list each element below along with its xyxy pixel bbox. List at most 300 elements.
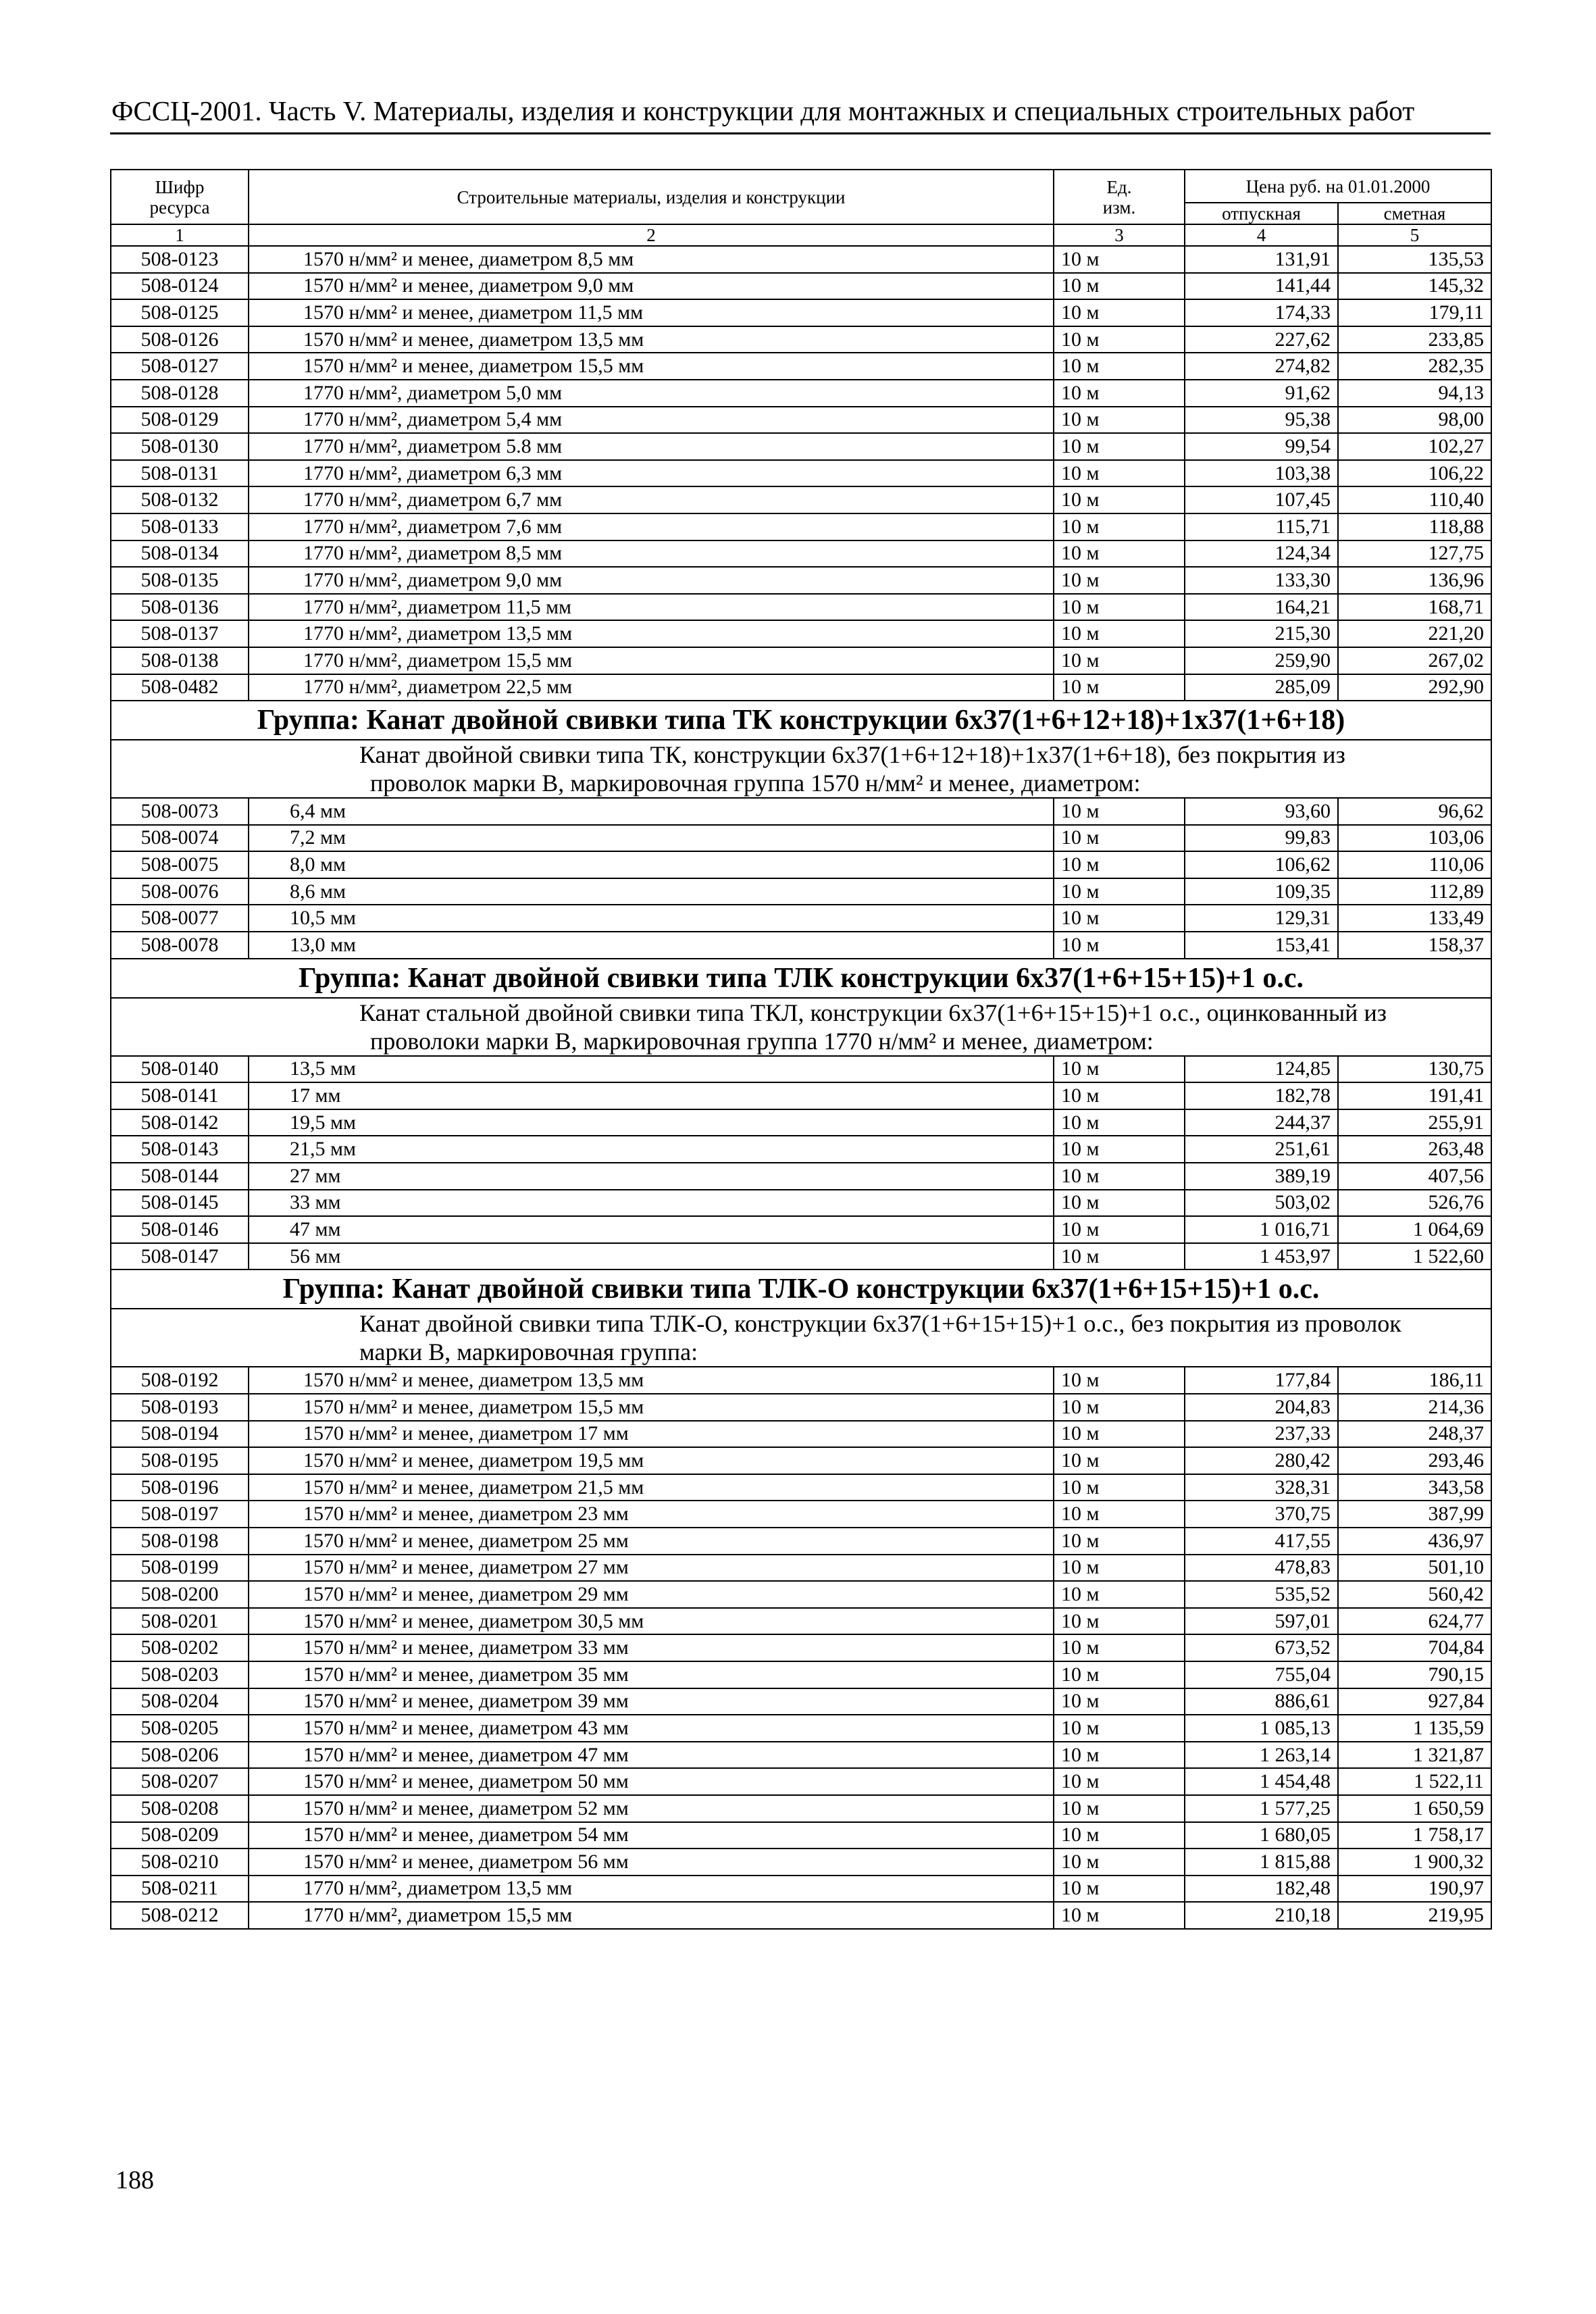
unit: 10 м	[1054, 299, 1185, 326]
estimate-price: 407,56	[1338, 1163, 1491, 1190]
resource-code: 508-0143	[111, 1136, 249, 1163]
unit: 10 м	[1054, 380, 1185, 407]
resource-code: 508-0129	[111, 407, 249, 434]
estimate-price: 127,75	[1338, 540, 1491, 568]
price-table-body	[111, 170, 1491, 1929]
unit: 10 м	[1054, 1082, 1185, 1109]
group-description	[111, 740, 1491, 798]
unit: 10 м	[1054, 1367, 1185, 1394]
column-number-1: 1	[111, 224, 249, 246]
estimate-price: 118,88	[1338, 513, 1491, 540]
unit: 10 м	[1054, 1421, 1185, 1448]
table-row	[111, 1902, 1491, 1929]
estimate-price: 136,96	[1338, 567, 1491, 594]
resource-code: 508-0209	[111, 1822, 249, 1849]
group-description-line: Канат двойной свивки типа ТК, конструкции 6х37(1+6+12+18)+1х37(1+6+18), без покрытия из	[359, 741, 1345, 769]
table-row	[111, 273, 1491, 300]
material-name: 1770 н/мм², диаметром 22,5 мм	[249, 674, 1054, 701]
column-header-code	[111, 170, 249, 224]
unit: 10 м	[1054, 1848, 1185, 1876]
material-name: 1770 н/мм², диаметром 15,5 мм	[249, 647, 1054, 674]
estimate-price: 221,20	[1338, 620, 1491, 647]
release-price: 1 085,13	[1185, 1715, 1338, 1742]
material-name: 1570 н/мм² и менее, диаметром 19,5 мм	[249, 1447, 1054, 1474]
unit: 10 м	[1054, 1528, 1185, 1555]
material-name: 1570 н/мм² и менее, диаметром 21,5 мм	[249, 1474, 1054, 1501]
material-name: 1570 н/мм² и менее, диаметром 50 мм	[249, 1768, 1054, 1795]
resource-code: 508-0124	[111, 273, 249, 300]
estimate-price: 1 064,69	[1338, 1216, 1491, 1243]
unit: 10 м	[1054, 1688, 1185, 1715]
table-row	[111, 1555, 1491, 1582]
resource-code: 508-0131	[111, 460, 249, 487]
release-price: 164,21	[1185, 594, 1338, 621]
release-price: 115,71	[1185, 513, 1338, 540]
table-row	[111, 1190, 1491, 1217]
release-price: 1 454,48	[1185, 1768, 1338, 1795]
estimate-price: 387,99	[1338, 1501, 1491, 1528]
resource-code: 508-0206	[111, 1742, 249, 1769]
group-description	[111, 1309, 1491, 1367]
estimate-price: 219,95	[1338, 1902, 1491, 1929]
table-row	[111, 1501, 1491, 1528]
material-name: 1770 н/мм², диаметром 6,7 мм	[249, 486, 1054, 513]
release-price: 109,35	[1185, 878, 1338, 905]
estimate-price: 158,37	[1338, 932, 1491, 959]
table-row	[111, 1688, 1491, 1715]
resource-code: 508-0196	[111, 1474, 249, 1501]
estimate-price: 190,97	[1338, 1876, 1491, 1903]
material-name: 1570 н/мм² и менее, диаметром 35 мм	[249, 1661, 1054, 1688]
unit: 10 м	[1054, 1581, 1185, 1608]
estimate-price: 179,11	[1338, 299, 1491, 326]
material-name: 1570 н/мм² и менее, диаметром 11,5 мм	[249, 299, 1054, 326]
release-price: 174,33	[1185, 299, 1338, 326]
unit: 10 м	[1054, 1634, 1185, 1661]
estimate-price: 248,37	[1338, 1421, 1491, 1448]
table-row	[111, 1056, 1491, 1083]
table-row	[111, 1367, 1491, 1394]
material-name: 1570 н/мм² и менее, диаметром 8,5 мм	[249, 246, 1054, 273]
resource-code: 508-0212	[111, 1902, 249, 1929]
estimate-price: 293,46	[1338, 1447, 1491, 1474]
resource-code: 508-0074	[111, 825, 249, 852]
unit: 10 м	[1054, 1474, 1185, 1501]
estimate-price: 110,06	[1338, 851, 1491, 878]
material-name: 1570 н/мм² и менее, диаметром 33 мм	[249, 1634, 1054, 1661]
release-price: 1 453,97	[1185, 1243, 1338, 1270]
material-name: 8,6 мм	[249, 878, 1054, 905]
estimate-price: 168,71	[1338, 594, 1491, 621]
resource-code: 508-0201	[111, 1608, 249, 1635]
release-price: 673,52	[1185, 1634, 1338, 1661]
table-row	[111, 1848, 1491, 1876]
material-name: 1770 н/мм², диаметром 5,4 мм	[249, 407, 1054, 434]
table-row	[111, 407, 1491, 434]
material-name: 47 мм	[249, 1216, 1054, 1243]
table-row	[111, 246, 1491, 273]
unit: 10 м	[1054, 1742, 1185, 1769]
release-price: 177,84	[1185, 1367, 1338, 1394]
resource-code: 508-0073	[111, 798, 249, 825]
release-price: 99,54	[1185, 433, 1338, 460]
unit: 10 м	[1054, 1715, 1185, 1742]
column-header-code-line1: Шифр	[155, 176, 205, 197]
material-name: 1770 н/мм², диаметром 9,0 мм	[249, 567, 1054, 594]
material-name: 1570 н/мм² и менее, диаметром 30,5 мм	[249, 1608, 1054, 1635]
unit: 10 м	[1054, 1822, 1185, 1849]
release-price: 129,31	[1185, 905, 1338, 932]
table-row	[111, 1163, 1491, 1190]
material-name: 1770 н/мм², диаметром 8,5 мм	[249, 540, 1054, 568]
group-title: Группа: Канат двойной свивки типа ТЛК конструкции 6х37(1+6+15+15)+1 о.с.	[111, 959, 1491, 998]
table-row	[111, 460, 1491, 487]
material-name: 7,2 мм	[249, 825, 1054, 852]
unit: 10 м	[1054, 594, 1185, 621]
resource-code: 508-0135	[111, 567, 249, 594]
table-row	[111, 433, 1491, 460]
estimate-price: 145,32	[1338, 273, 1491, 300]
release-price: 124,34	[1185, 540, 1338, 568]
estimate-price: 214,36	[1338, 1394, 1491, 1421]
table-row	[111, 1768, 1491, 1795]
release-price: 182,48	[1185, 1876, 1338, 1903]
estimate-price: 263,48	[1338, 1136, 1491, 1163]
unit: 10 м	[1054, 1056, 1185, 1083]
unit: 10 м	[1054, 353, 1185, 380]
release-price: 370,75	[1185, 1501, 1338, 1528]
resource-code: 508-0132	[111, 486, 249, 513]
group-description-line: проволоки марки В, маркировочная группа 1770 н/мм² и менее, диаметром:	[370, 1027, 1154, 1055]
material-name: 27 мм	[249, 1163, 1054, 1190]
estimate-price: 501,10	[1338, 1555, 1491, 1582]
table-row	[111, 1795, 1491, 1822]
material-name: 1570 н/мм² и менее, диаметром 15,5 мм	[249, 1394, 1054, 1421]
release-price: 141,44	[1185, 273, 1338, 300]
release-price: 124,85	[1185, 1056, 1338, 1083]
group-description-line: марки В, маркировочная группа:	[359, 1338, 698, 1366]
table-row	[111, 1715, 1491, 1742]
material-name: 1570 н/мм² и менее, диаметром 52 мм	[249, 1795, 1054, 1822]
release-price: 210,18	[1185, 1902, 1338, 1929]
resource-code: 508-0211	[111, 1876, 249, 1903]
unit: 10 м	[1054, 1243, 1185, 1270]
estimate-price: 1 522,60	[1338, 1243, 1491, 1270]
resource-code: 508-0142	[111, 1109, 249, 1136]
release-price: 1 577,25	[1185, 1795, 1338, 1822]
unit: 10 м	[1054, 486, 1185, 513]
unit: 10 м	[1054, 647, 1185, 674]
unit: 10 м	[1054, 1447, 1185, 1474]
group-description-row	[111, 1309, 1491, 1367]
unit: 10 м	[1054, 905, 1185, 932]
release-price: 244,37	[1185, 1109, 1338, 1136]
material-name: 13,5 мм	[249, 1056, 1054, 1083]
unit: 10 м	[1054, 326, 1185, 353]
table-row	[111, 878, 1491, 905]
table-row	[111, 1136, 1491, 1163]
estimate-price: 1 650,59	[1338, 1795, 1491, 1822]
release-price: 259,90	[1185, 647, 1338, 674]
resource-code: 508-0482	[111, 674, 249, 701]
material-name: 1570 н/мм² и менее, диаметром 56 мм	[249, 1848, 1054, 1876]
column-number-4: 4	[1185, 224, 1338, 246]
table-row	[111, 1243, 1491, 1270]
material-name: 8,0 мм	[249, 851, 1054, 878]
unit: 10 м	[1054, 460, 1185, 487]
table-row	[111, 620, 1491, 647]
table-row	[111, 1661, 1491, 1688]
unit: 10 м	[1054, 1163, 1185, 1190]
column-header-unit-line2: изм.	[1102, 197, 1136, 218]
group-description-line: Канат двойной свивки типа ТЛК-О, конструкции 6х37(1+6+15+15)+1 о.с., без покрытия из проволок	[359, 1310, 1401, 1338]
estimate-price: 282,35	[1338, 353, 1491, 380]
unit: 10 м	[1054, 433, 1185, 460]
material-name: 1770 н/мм², диаметром 7,6 мм	[249, 513, 1054, 540]
table-row	[111, 905, 1491, 932]
estimate-price: 98,00	[1338, 407, 1491, 434]
estimate-price: 436,97	[1338, 1528, 1491, 1555]
resource-code: 508-0130	[111, 433, 249, 460]
group-title-row	[111, 959, 1491, 998]
table-row	[111, 825, 1491, 852]
material-name: 1770 н/мм², диаметром 5,0 мм	[249, 380, 1054, 407]
resource-code: 508-0141	[111, 1082, 249, 1109]
release-price: 597,01	[1185, 1608, 1338, 1635]
unit: 10 м	[1054, 1555, 1185, 1582]
release-price: 182,78	[1185, 1082, 1338, 1109]
estimate-price: 106,22	[1338, 460, 1491, 487]
estimate-price: 133,49	[1338, 905, 1491, 932]
estimate-price: 135,53	[1338, 246, 1491, 273]
table-header-row	[111, 170, 1491, 203]
release-price: 389,19	[1185, 1163, 1338, 1190]
material-name: 6,4 мм	[249, 798, 1054, 825]
table-row	[111, 353, 1491, 380]
column-header-estimate-price: сметная	[1338, 203, 1491, 224]
table-row	[111, 932, 1491, 959]
column-header-code-line2: ресурса	[149, 197, 210, 218]
estimate-price: 103,06	[1338, 825, 1491, 852]
group-description	[111, 998, 1491, 1056]
column-header-name: Строительные материалы, изделия и конструкции	[249, 170, 1054, 224]
table-row	[111, 380, 1491, 407]
unit: 10 м	[1054, 878, 1185, 905]
group-title-row	[111, 701, 1491, 740]
release-price: 1 680,05	[1185, 1822, 1338, 1849]
material-name: 33 мм	[249, 1190, 1054, 1217]
material-name: 1570 н/мм² и менее, диаметром 39 мм	[249, 1688, 1054, 1715]
unit: 10 м	[1054, 1501, 1185, 1528]
table-row	[111, 1608, 1491, 1635]
header-rule	[110, 132, 1491, 134]
material-name: 1770 н/мм², диаметром 15,5 мм	[249, 1902, 1054, 1929]
table-row	[111, 674, 1491, 701]
table-row	[111, 1394, 1491, 1421]
unit: 10 м	[1054, 1661, 1185, 1688]
unit: 10 м	[1054, 932, 1185, 959]
resource-code: 508-0195	[111, 1447, 249, 1474]
table-row	[111, 540, 1491, 568]
unit: 10 м	[1054, 620, 1185, 647]
resource-code: 508-0134	[111, 540, 249, 568]
material-name: 1770 н/мм², диаметром 6,3 мм	[249, 460, 1054, 487]
estimate-price: 94,13	[1338, 380, 1491, 407]
release-price: 503,02	[1185, 1190, 1338, 1217]
table-row	[111, 1216, 1491, 1243]
material-name: 1570 н/мм² и менее, диаметром 47 мм	[249, 1742, 1054, 1769]
table-row	[111, 1876, 1491, 1903]
resource-code: 508-0194	[111, 1421, 249, 1448]
column-number-2: 2	[249, 224, 1054, 246]
unit: 10 м	[1054, 1394, 1185, 1421]
material-name: 1770 н/мм², диаметром 5.8 мм	[249, 433, 1054, 460]
table-row	[111, 513, 1491, 540]
resource-code: 508-0203	[111, 1661, 249, 1688]
unit: 10 м	[1054, 540, 1185, 568]
table-row	[111, 299, 1491, 326]
estimate-price: 1 758,17	[1338, 1822, 1491, 1849]
release-price: 280,42	[1185, 1447, 1338, 1474]
release-price: 153,41	[1185, 932, 1338, 959]
estimate-price: 1 900,32	[1338, 1848, 1491, 1876]
resource-code: 508-0146	[111, 1216, 249, 1243]
release-price: 251,61	[1185, 1136, 1338, 1163]
estimate-price: 1 321,87	[1338, 1742, 1491, 1769]
column-number-3: 3	[1054, 224, 1185, 246]
table-row	[111, 326, 1491, 353]
resource-code: 508-0145	[111, 1190, 249, 1217]
release-price: 274,82	[1185, 353, 1338, 380]
resource-code: 508-0193	[111, 1394, 249, 1421]
table-row	[111, 1447, 1491, 1474]
release-price: 103,38	[1185, 460, 1338, 487]
unit: 10 м	[1054, 1136, 1185, 1163]
resource-code: 508-0137	[111, 620, 249, 647]
table-row	[111, 798, 1491, 825]
resource-code: 508-0076	[111, 878, 249, 905]
estimate-price: 233,85	[1338, 326, 1491, 353]
release-price: 204,83	[1185, 1394, 1338, 1421]
resource-code: 508-0138	[111, 647, 249, 674]
resource-code: 508-0078	[111, 932, 249, 959]
unit: 10 м	[1054, 1190, 1185, 1217]
group-description-row	[111, 998, 1491, 1056]
resource-code: 508-0199	[111, 1555, 249, 1582]
unit: 10 м	[1054, 851, 1185, 878]
material-name: 1570 н/мм² и менее, диаметром 43 мм	[249, 1715, 1054, 1742]
unit: 10 м	[1054, 273, 1185, 300]
unit: 10 м	[1054, 1216, 1185, 1243]
group-description-line: проволок марки В, маркировочная группа 1570 н/мм² и менее, диаметром:	[370, 770, 1141, 797]
unit: 10 м	[1054, 513, 1185, 540]
material-name: 1570 н/мм² и менее, диаметром 9,0 мм	[249, 273, 1054, 300]
unit: 10 м	[1054, 1768, 1185, 1795]
unit: 10 м	[1054, 825, 1185, 852]
unit: 10 м	[1054, 1902, 1185, 1929]
resource-code: 508-0125	[111, 299, 249, 326]
release-price: 131,91	[1185, 246, 1338, 273]
unit: 10 м	[1054, 246, 1185, 273]
estimate-price: 1 135,59	[1338, 1715, 1491, 1742]
release-price: 417,55	[1185, 1528, 1338, 1555]
release-price: 93,60	[1185, 798, 1338, 825]
resource-code: 508-0210	[111, 1848, 249, 1876]
group-title: Группа: Канат двойной свивки типа ТЛК-О конструкции 6х37(1+6+15+15)+1 о.с.	[111, 1269, 1491, 1309]
group-description-row	[111, 740, 1491, 798]
column-number-row	[111, 224, 1491, 246]
release-price: 328,31	[1185, 1474, 1338, 1501]
release-price: 227,62	[1185, 326, 1338, 353]
resource-code: 508-0198	[111, 1528, 249, 1555]
release-price: 95,38	[1185, 407, 1338, 434]
estimate-price: 255,91	[1338, 1109, 1491, 1136]
resource-code: 508-0123	[111, 246, 249, 273]
release-price: 755,04	[1185, 1661, 1338, 1688]
resource-code: 508-0202	[111, 1634, 249, 1661]
table-row	[111, 1528, 1491, 1555]
resource-code: 508-0140	[111, 1056, 249, 1083]
unit: 10 м	[1054, 567, 1185, 594]
estimate-price: 267,02	[1338, 647, 1491, 674]
material-name: 10,5 мм	[249, 905, 1054, 932]
group-title: Группа: Канат двойной свивки типа ТК конструкции 6х37(1+6+12+18)+1х37(1+6+18)	[111, 701, 1491, 740]
resource-code: 508-0077	[111, 905, 249, 932]
price-table	[110, 169, 1492, 1930]
material-name: 17 мм	[249, 1082, 1054, 1109]
table-row	[111, 647, 1491, 674]
unit: 10 м	[1054, 407, 1185, 434]
table-row	[111, 1634, 1491, 1661]
estimate-price: 102,27	[1338, 433, 1491, 460]
column-header-price-group: Цена руб. на 01.01.2000	[1185, 170, 1491, 203]
resource-code: 508-0207	[111, 1768, 249, 1795]
estimate-price: 96,62	[1338, 798, 1491, 825]
resource-code: 508-0136	[111, 594, 249, 621]
estimate-price: 927,84	[1338, 1688, 1491, 1715]
release-price: 107,45	[1185, 486, 1338, 513]
material-name: 1570 н/мм² и менее, диаметром 27 мм	[249, 1555, 1054, 1582]
estimate-price: 186,11	[1338, 1367, 1491, 1394]
release-price: 1 815,88	[1185, 1848, 1338, 1876]
release-price: 285,09	[1185, 674, 1338, 701]
release-price: 1 016,71	[1185, 1216, 1338, 1243]
release-price: 91,62	[1185, 380, 1338, 407]
table-row	[111, 486, 1491, 513]
running-header: ФССЦ-2001. Часть V. Материалы, изделия и конструкции для монтажных и специальных строительных работ	[111, 95, 1415, 126]
material-name: 1570 н/мм² и менее, диаметром 23 мм	[249, 1501, 1054, 1528]
estimate-price: 130,75	[1338, 1056, 1491, 1083]
unit: 10 м	[1054, 1795, 1185, 1822]
release-price: 886,61	[1185, 1688, 1338, 1715]
resource-code: 508-0200	[111, 1581, 249, 1608]
column-header-unit	[1054, 170, 1185, 224]
resource-code: 508-0075	[111, 851, 249, 878]
estimate-price: 624,77	[1338, 1608, 1491, 1635]
unit: 10 м	[1054, 674, 1185, 701]
estimate-price: 110,40	[1338, 486, 1491, 513]
release-price: 133,30	[1185, 567, 1338, 594]
resource-code: 508-0208	[111, 1795, 249, 1822]
unit: 10 м	[1054, 1876, 1185, 1903]
material-name: 1570 н/мм² и менее, диаметром 13,5 мм	[249, 326, 1054, 353]
material-name: 13,0 мм	[249, 932, 1054, 959]
resource-code: 508-0128	[111, 380, 249, 407]
unit: 10 м	[1054, 1109, 1185, 1136]
table-row	[111, 1742, 1491, 1769]
material-name: 1770 н/мм², диаметром 13,5 мм	[249, 1876, 1054, 1903]
estimate-price: 1 522,11	[1338, 1768, 1491, 1795]
